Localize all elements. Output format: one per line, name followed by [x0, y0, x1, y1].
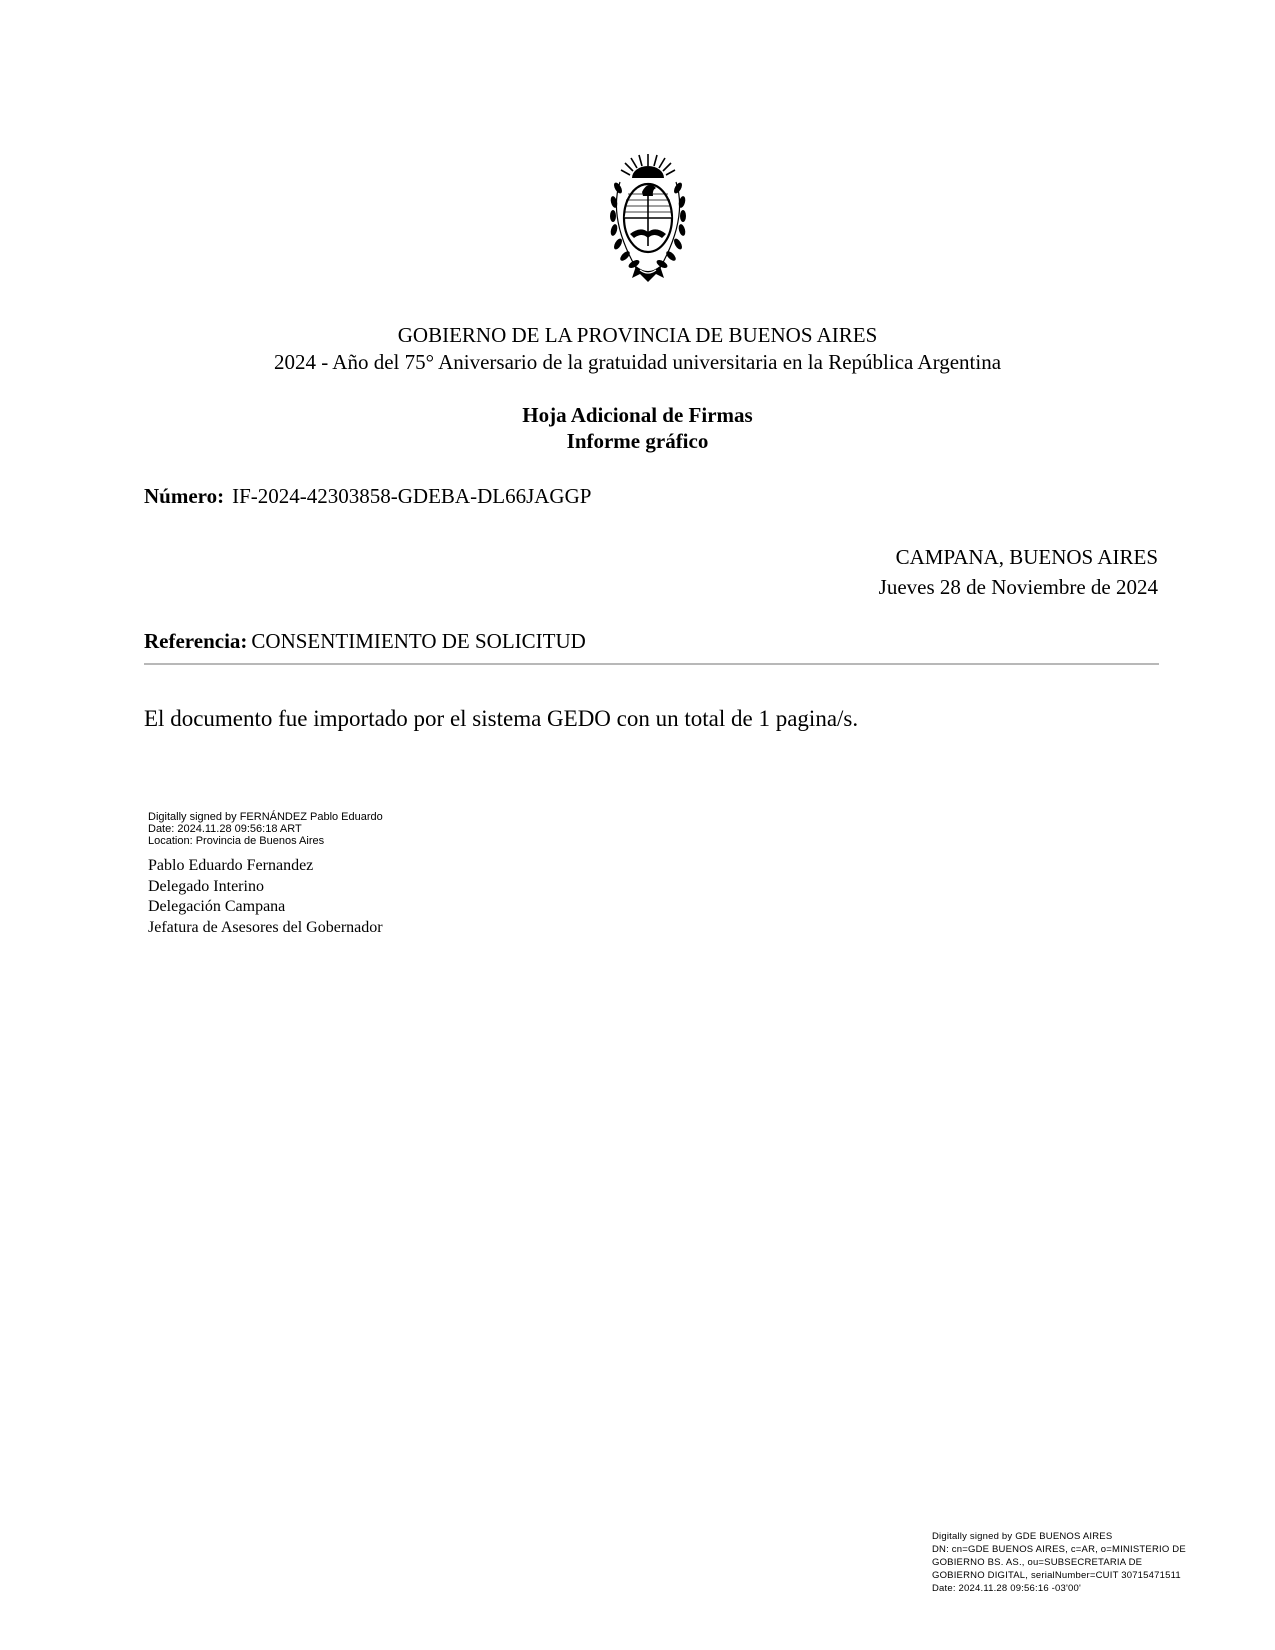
system-signature-line: GOBIERNO DIGITAL, serialNumber=CUIT 30715471511	[932, 1570, 1181, 1581]
reference-value: CONSENTIMIENTO DE SOLICITUD	[251, 629, 586, 653]
body-text: El documento fue importado por el sistema GEDO con un total de 1 pagina/s.	[144, 706, 859, 731]
system-signature-line: Date: 2024.11.28 09:56:16 -03'00'	[932, 1583, 1081, 1594]
title-line-1: Hoja Adicional de Firmas	[522, 403, 753, 427]
place-and-date	[879, 542, 1158, 602]
digital-signature-line: Date: 2024.11.28 09:56:18 ART	[148, 823, 302, 835]
government-title: GOBIERNO DE LA PROVINCIA DE BUENOS AIRES	[397, 323, 878, 347]
signer-department: Jefatura de Asesores del Gobernador	[148, 918, 383, 936]
document-title	[0, 402, 1275, 454]
signer-block	[148, 856, 383, 938]
year-motto: 2024 - Año del 75° Aniversario de la gratuidad universitaria en la República Argentina	[273, 350, 1002, 374]
document-number-value: IF-2024-42303858-GDEBA-DL66JAGGP	[232, 484, 592, 508]
title-line-2: Informe gráfico	[566, 429, 709, 453]
document-header	[0, 322, 1275, 376]
signer-name: Pablo Eduardo Fernandez	[148, 857, 314, 874]
digital-signature-line: Location: Provincia de Buenos Aires	[148, 835, 325, 847]
document-number	[144, 484, 591, 509]
document-number-label: Número:	[144, 484, 225, 508]
date: Jueves 28 de Noviembre de 2024	[878, 575, 1158, 599]
signer-office: Delegación Campana	[148, 898, 286, 915]
location: CAMPANA, BUENOS AIRES	[895, 545, 1158, 569]
system-signature-line: GOBIERNO BS. AS., ou=SUBSECRETARIA DE	[932, 1557, 1143, 1568]
argentine-coat-of-arms-icon	[604, 152, 692, 288]
signer-position: Delegado Interino	[148, 877, 264, 895]
system-signature-line: DN: cn=GDE BUENOS AIRES, c=AR, o=MINISTERIO DE	[932, 1544, 1186, 1555]
digital-signature-stamp	[148, 811, 383, 847]
digital-signature-line: Digitally signed by FERNÁNDEZ Pablo Eduardo	[148, 811, 383, 823]
system-signature-line: Digitally signed by GDE BUENOS AIRES	[932, 1531, 1113, 1542]
reference-label: Referencia:	[144, 629, 248, 653]
divider	[144, 663, 1159, 665]
system-signature-stamp	[932, 1530, 1186, 1595]
reference	[144, 629, 586, 654]
